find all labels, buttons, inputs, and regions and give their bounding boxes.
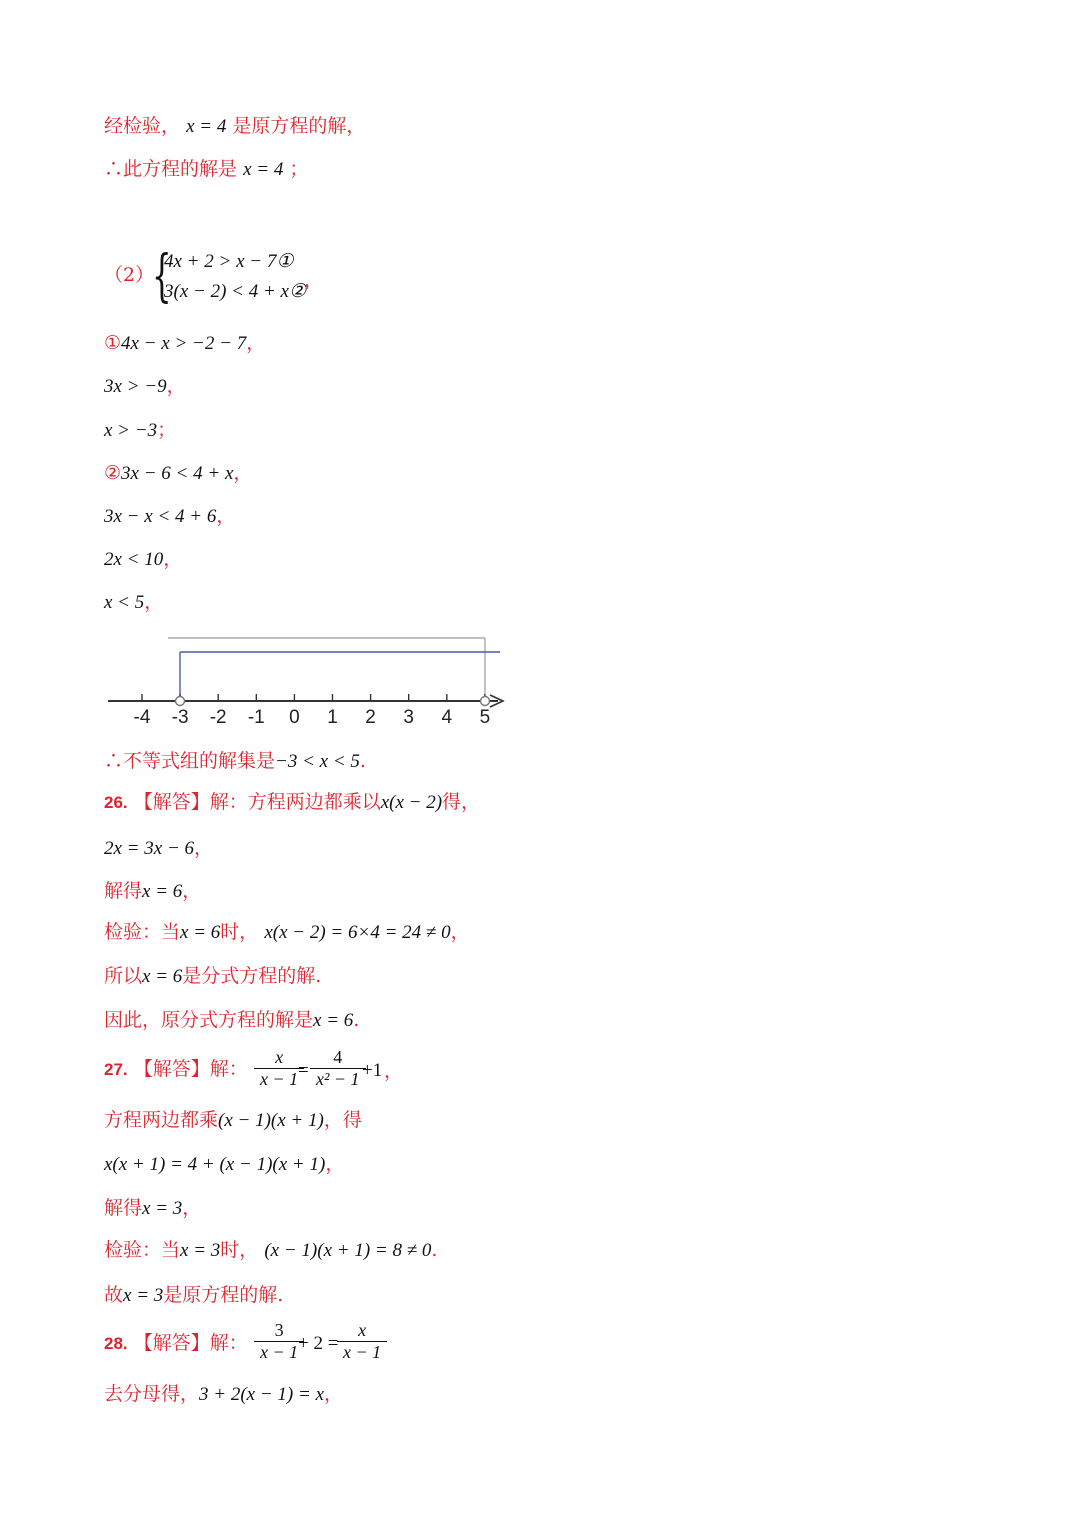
- q27-step: 解得x = 3，: [104, 1197, 202, 1219]
- q26-check: 检验：当x = 6时， x(x − 2) = 6×4 = 24 ≠ 0，: [104, 921, 470, 943]
- step-line: ①4x − x > −2 − 7，: [104, 332, 266, 354]
- q27-step: 方程两边都乘(x − 1)(x + 1)，得: [104, 1109, 362, 1131]
- tick-label: -3: [171, 707, 189, 728]
- tick-label: -4: [133, 707, 151, 728]
- step-line: 3x − x < 4 + 6，: [104, 505, 236, 527]
- question-number: 27.: [104, 1060, 128, 1079]
- tick-label: 0: [289, 707, 300, 728]
- open-circle-left: [176, 697, 185, 706]
- step-line: x < 5，: [104, 591, 164, 613]
- open-circle-right: [481, 697, 490, 706]
- math-expr: + 2 =: [298, 1333, 339, 1354]
- system-brace: {: [152, 244, 172, 309]
- solution-set-line: ∴不等式组的解集是−3 < x < 5.: [104, 750, 366, 772]
- fraction: $\frac{4}{\text{x² − 1}}$: [310, 1047, 366, 1090]
- q26-step: 所以x = 6是分式方程的解.: [104, 965, 322, 987]
- q27-heading: 27. 【解答】解：: [104, 1058, 248, 1080]
- step-line: ②3x − 6 < 4 + x，: [104, 462, 253, 484]
- q26-step: 2x = 3x − 6，: [104, 837, 214, 859]
- fraction: $\frac{x}{x - 1}$: [254, 1047, 304, 1090]
- tick-label: 2: [365, 707, 376, 728]
- conclusion-line: ∴此方程的解是 x = 4 ；: [104, 158, 309, 180]
- step-line: 3x > −9，: [104, 375, 186, 397]
- equals-sign: =: [298, 1060, 309, 1081]
- tick-label: 4: [441, 707, 453, 728]
- math-expr: x = 4: [243, 159, 284, 180]
- q27-check: 检验：当x = 3时， (x − 1)(x + 1) = 8 ≠ 0.: [104, 1239, 438, 1261]
- q26-step: 解得x = 6，: [104, 880, 202, 902]
- step-line: 2x < 10，: [104, 548, 183, 570]
- q28-heading: 28. 【解答】解：: [104, 1332, 248, 1354]
- number-line: [100, 630, 520, 730]
- q26-conclusion: 因此，原分式方程的解是x = 6.: [104, 1009, 360, 1031]
- verify-line: 经检验， x = 4 是原方程的解，: [104, 115, 366, 137]
- punct: ，: [384, 1060, 404, 1082]
- tick-label: -2: [209, 707, 227, 728]
- system-eq-1: 4x + 2 > x − 7①: [164, 251, 294, 272]
- step-line: x > −3；: [104, 419, 177, 441]
- system-label: （2）: [104, 264, 155, 286]
- q27-conclusion: 故x = 3是原方程的解.: [104, 1284, 284, 1306]
- question-number: 26.: [104, 793, 128, 812]
- tick-label: 3: [403, 707, 414, 728]
- math-expr: +1: [362, 1060, 383, 1081]
- tick-label: 1: [327, 707, 338, 728]
- q27-step: x(x + 1) = 4 + (x − 1)(x + 1)，: [104, 1153, 345, 1175]
- fraction: $\frac{x}{x - 1}$: [337, 1320, 387, 1363]
- tick-label: -1: [247, 707, 265, 728]
- question-number: 28.: [104, 1334, 128, 1353]
- tick-label: 5: [479, 707, 491, 728]
- q28-step: 去分母得，3 + 2(x − 1) = x，: [104, 1383, 344, 1405]
- math-expr: x = 4: [186, 116, 227, 137]
- q26-heading: 26. 【解答】解：方程两边都乘以x(x − 2)得，: [104, 791, 481, 813]
- system-tail: ，: [304, 269, 324, 291]
- system-eq-2: 3(x − 2) < 4 + x②: [164, 281, 307, 302]
- fraction: $\frac{3}{x - 1}$: [254, 1320, 304, 1363]
